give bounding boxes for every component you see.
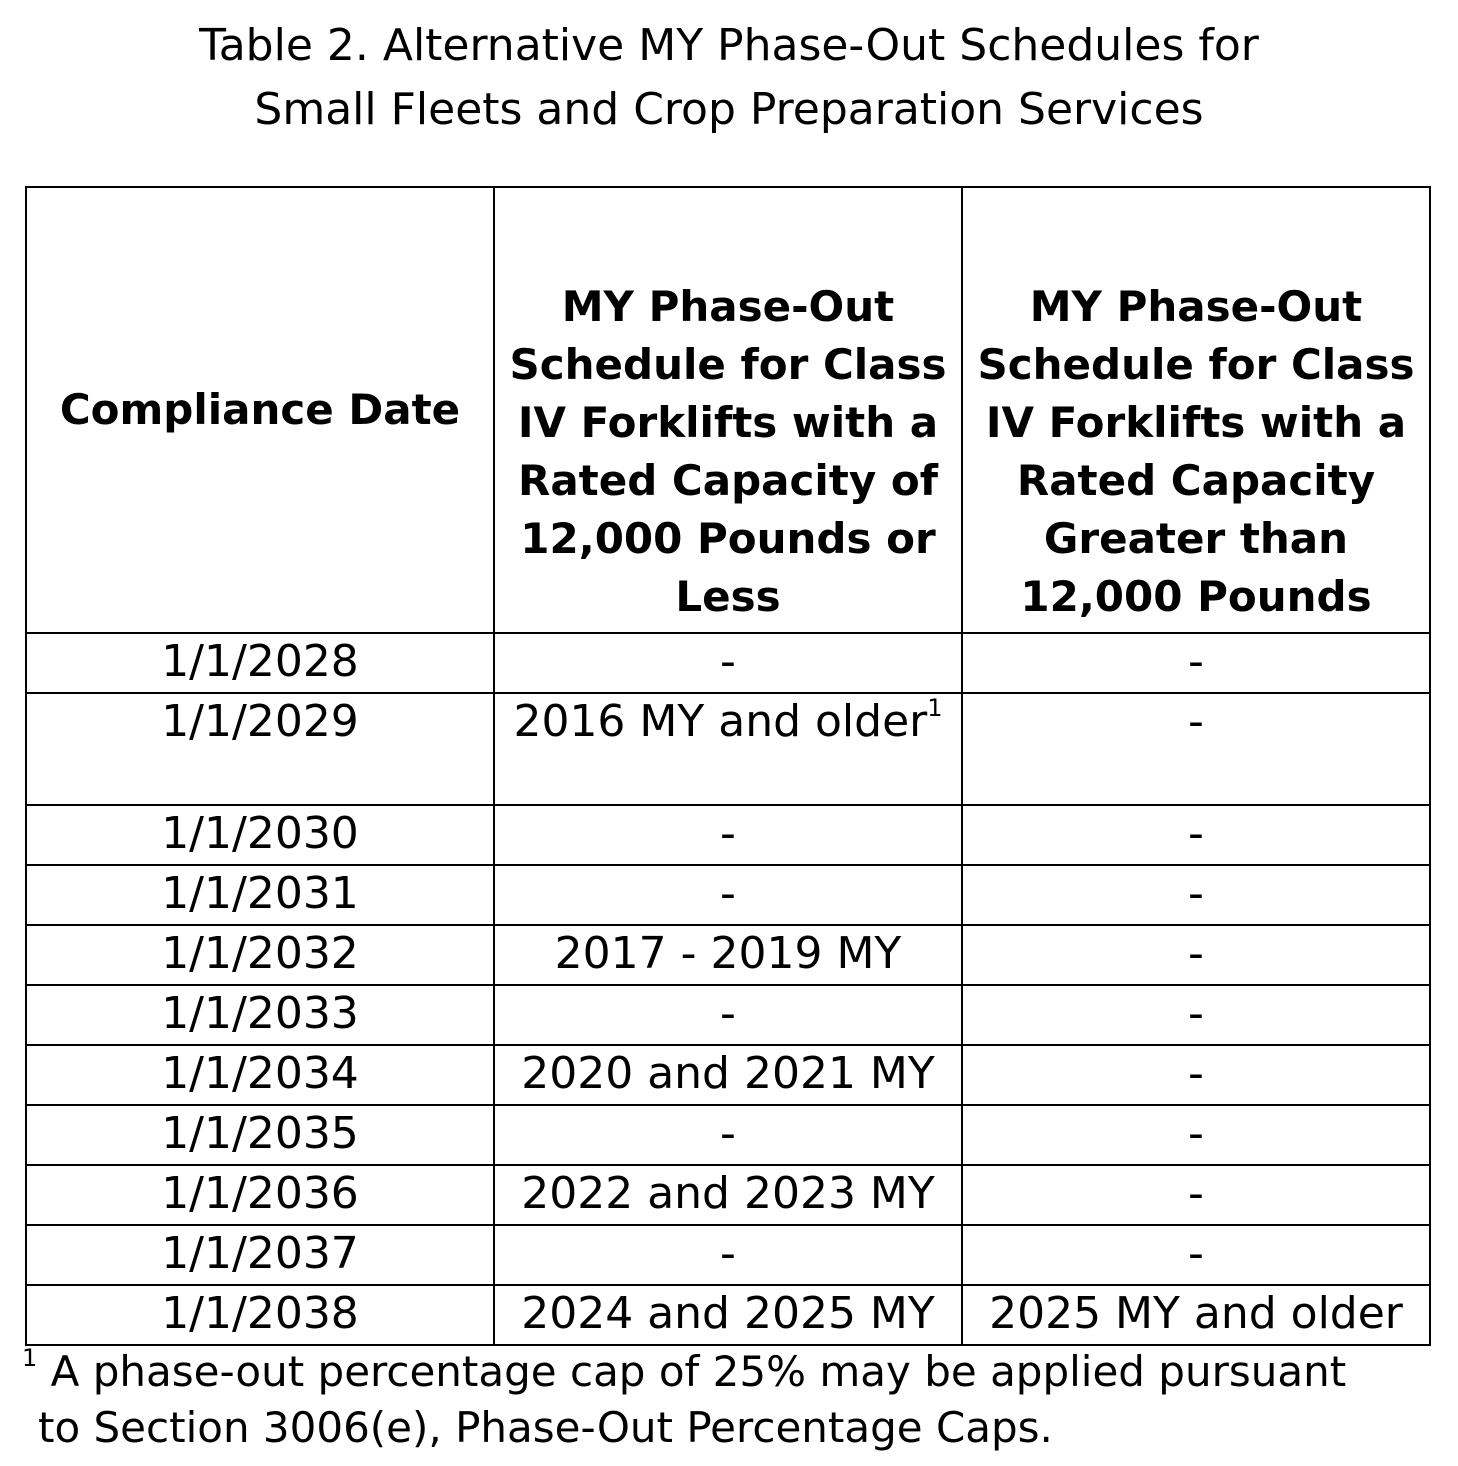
header-row (26, 187, 1430, 633)
table-row (26, 1225, 1430, 1285)
table-row (26, 925, 1430, 985)
large-capacity-cell: - (962, 1225, 1430, 1285)
small-capacity-cell: 2022 and 2023 MY (494, 1165, 962, 1225)
caption-line-1: Table 2. Alternative MY Phase-Out Schedules for (199, 20, 1259, 71)
phase-out-schedule-table (25, 186, 1431, 1346)
small-capacity-cell: 2017 - 2019 MY (494, 925, 962, 985)
table-row (26, 1285, 1430, 1345)
compliance-date-cell: 1/1/2028 (26, 633, 494, 693)
large-capacity-cell: - (962, 925, 1430, 985)
small-capacity-cell: - (494, 865, 962, 925)
small-capacity-cell: - (494, 1225, 962, 1285)
small-capacity-cell: - (494, 1105, 962, 1165)
compliance-date-cell: 1/1/2033 (26, 985, 494, 1045)
small-capacity-cell: - (494, 633, 962, 693)
small-capacity-cell: 2020 and 2021 MY (494, 1045, 962, 1105)
compliance-date-cell: 1/1/2030 (26, 805, 494, 865)
footnote-reference: 1 (927, 694, 943, 722)
compliance-date-cell: 1/1/2032 (26, 925, 494, 985)
header-large-capacity-schedule: MY Phase-Out Schedule for Class IV Forklifts with a Rated Capacity Greater than 12,000 Pounds (962, 187, 1430, 633)
table-caption (0, 14, 1458, 142)
footnote-line-2: to Section 3006(e), Phase-Out Percentage Caps. (38, 1403, 1053, 1452)
compliance-date-cell: 1/1/2031 (26, 865, 494, 925)
table-row (26, 1105, 1430, 1165)
header-compliance-date: Compliance Date (26, 187, 494, 633)
large-capacity-cell: - (962, 1165, 1430, 1225)
table-row (26, 1165, 1430, 1225)
small-capacity-cell: 2024 and 2025 MY (494, 1285, 962, 1345)
large-capacity-cell: 2025 MY and older (962, 1285, 1430, 1345)
small-capacity-cell-text: 2016 MY and older (513, 696, 928, 747)
large-capacity-cell: - (962, 865, 1430, 925)
caption-line-2: Small Fleets and Crop Preparation Services (254, 84, 1204, 135)
table-row (26, 865, 1430, 925)
large-capacity-cell: - (962, 1105, 1430, 1165)
table-row (26, 1045, 1430, 1105)
large-capacity-cell: - (962, 1045, 1430, 1105)
small-capacity-cell: - (494, 805, 962, 865)
compliance-date-cell: 1/1/2029 (26, 693, 494, 805)
small-capacity-cell: - (494, 985, 962, 1045)
table-row (26, 805, 1430, 865)
compliance-date-cell: 1/1/2036 (26, 1165, 494, 1225)
table-row (26, 985, 1430, 1045)
large-capacity-cell: - (962, 805, 1430, 865)
footnote-line-1: A phase-out percentage cap of 25% may be applied pursuant (50, 1347, 1347, 1396)
compliance-date-cell: 1/1/2037 (26, 1225, 494, 1285)
table-footnote (22, 1344, 1442, 1456)
header-small-capacity-schedule: MY Phase-Out Schedule for Class IV Forklifts with a Rated Capacity of 12,000 Pounds or Less (494, 187, 962, 633)
large-capacity-cell: - (962, 693, 1430, 805)
footnote-mark: 1 (22, 1344, 38, 1372)
compliance-date-cell: 1/1/2034 (26, 1045, 494, 1105)
compliance-date-cell: 1/1/2038 (26, 1285, 494, 1345)
large-capacity-cell: - (962, 985, 1430, 1045)
table-row (26, 633, 1430, 693)
large-capacity-cell: - (962, 633, 1430, 693)
table-row (26, 693, 1430, 805)
small-capacity-cell (494, 693, 962, 805)
compliance-date-cell: 1/1/2035 (26, 1105, 494, 1165)
